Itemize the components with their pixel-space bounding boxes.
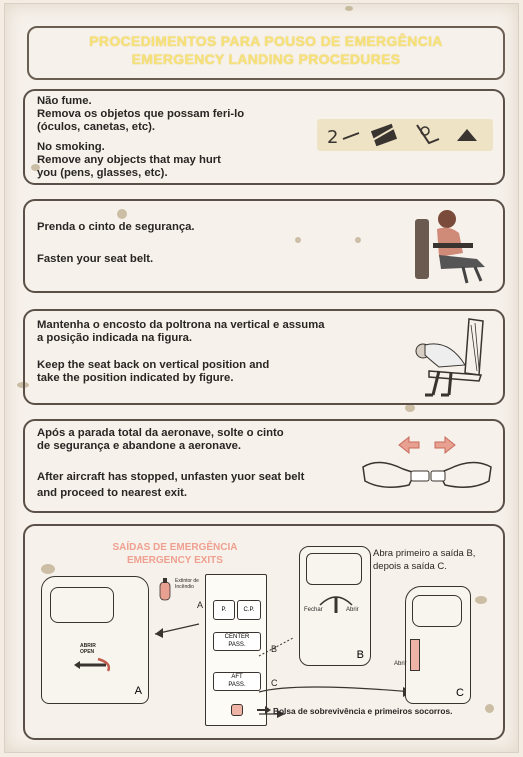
step4-pt-line2: de segurança e abandone a aeronave. bbox=[37, 440, 242, 452]
step4-pt-line1: Após a parada total da aeronave, solte o cinto bbox=[37, 427, 284, 439]
center-pass-seats-label2: PASS. bbox=[213, 641, 261, 651]
extinguisher-label-line2: Incêndio bbox=[175, 584, 194, 590]
survival-kit-label: Bolsa de sobrevivência e primeiros socorros. bbox=[273, 706, 453, 716]
exit-instruction-line2: depois a saída C. bbox=[373, 561, 447, 572]
cabin-label-b: B bbox=[271, 644, 278, 654]
door-c-handle-icon bbox=[410, 639, 420, 671]
step3-pt-line2: a posição indicada na figura. bbox=[37, 332, 193, 344]
door-c bbox=[394, 586, 471, 704]
step1-pt-line1: Não fume. bbox=[37, 95, 92, 107]
step4-en-line2: and proceed to nearest exit. bbox=[37, 487, 188, 499]
step4-en-line1: After aircraft has stopped, unfasten yuor seat belt bbox=[37, 471, 305, 483]
door-b-close-label: Fechar bbox=[304, 607, 323, 613]
door-b-window bbox=[306, 553, 362, 585]
svg-text:2: 2 bbox=[327, 127, 339, 148]
door-a-open-label-pt: ABRIR bbox=[80, 643, 96, 649]
door-a bbox=[41, 576, 149, 704]
step3-pt-line1: Mantenha o encosto da poltrona na vertical e assuma bbox=[37, 319, 325, 331]
exit-instruction-line1: Abra primeiro a saída B, bbox=[373, 548, 476, 559]
door-a-open-label-en: OPEN bbox=[80, 649, 95, 655]
extinguisher-label-line1: Extintor de bbox=[175, 578, 199, 584]
step1-en-line2: Remove any objects that may hurt bbox=[37, 154, 221, 166]
door-c-open-label: Abrir bbox=[394, 661, 407, 667]
title-portuguese: PROCEDIMENTOS PARA POUSO DE EMERGÊNCIA bbox=[89, 33, 443, 49]
exits-title-pt: SAÍDAS DE EMERGÊNCIA bbox=[112, 542, 238, 553]
step2-pt-line1: Prenda o cinto de segurança. bbox=[37, 221, 195, 233]
step-brace-position-panel bbox=[23, 309, 505, 405]
safety-card bbox=[4, 3, 519, 753]
door-b-open-label: Abrir bbox=[346, 607, 359, 613]
aft-pass-seats-label2: PASS. bbox=[213, 681, 261, 691]
unfasten-belt-illustration bbox=[359, 433, 495, 499]
step1-en-line1: No smoking. bbox=[37, 141, 105, 153]
title-english: EMERGENCY LANDING PROCEDURES bbox=[131, 51, 401, 67]
step-seatbelt-panel bbox=[23, 199, 505, 293]
stain bbox=[405, 404, 415, 412]
step1-en-line3: you (pens, glasses, etc). bbox=[37, 167, 168, 179]
step2-en-line1: Fasten your seat belt. bbox=[37, 253, 154, 265]
copilot-seat: C.P. bbox=[237, 600, 261, 620]
aft-pass-seats-label1: AFT bbox=[213, 672, 261, 682]
door-b-letter: B bbox=[356, 649, 364, 661]
door-a-handle-arrow-icon bbox=[72, 655, 116, 675]
door-c-letter: C bbox=[456, 687, 464, 699]
cabin-label-c: C bbox=[271, 678, 278, 688]
step1-pt-line3: (óculos, canetas, etc). bbox=[37, 121, 156, 133]
pilot-seat: P. bbox=[213, 600, 235, 620]
cabin-label-a: A bbox=[197, 600, 204, 610]
door-b bbox=[299, 546, 371, 666]
step-no-smoking-panel bbox=[23, 89, 505, 185]
step3-en-line1: Keep the seat back on vertical position and bbox=[37, 359, 270, 371]
step-exit-aircraft-panel bbox=[23, 419, 505, 513]
step3-en-line2: take the position indicated by figure. bbox=[37, 372, 234, 384]
emergency-exits-panel bbox=[23, 524, 505, 740]
stain bbox=[345, 6, 353, 11]
step1-pt-line2: Remova os objetos que possam feri-lo bbox=[37, 108, 245, 120]
title-banner bbox=[27, 26, 505, 80]
door-a-window bbox=[50, 587, 114, 623]
brace-position-illustration bbox=[399, 315, 495, 399]
door-a-letter: A bbox=[134, 685, 142, 697]
no-objects-icons bbox=[317, 115, 497, 155]
seated-passenger-illustration bbox=[403, 205, 493, 287]
center-pass-seats-label1: CENTER bbox=[213, 632, 261, 642]
door-c-window bbox=[412, 595, 462, 627]
survival-kit-arrow-icon bbox=[255, 704, 275, 716]
exits-title-en: EMERGENCY EXITS bbox=[127, 555, 223, 566]
